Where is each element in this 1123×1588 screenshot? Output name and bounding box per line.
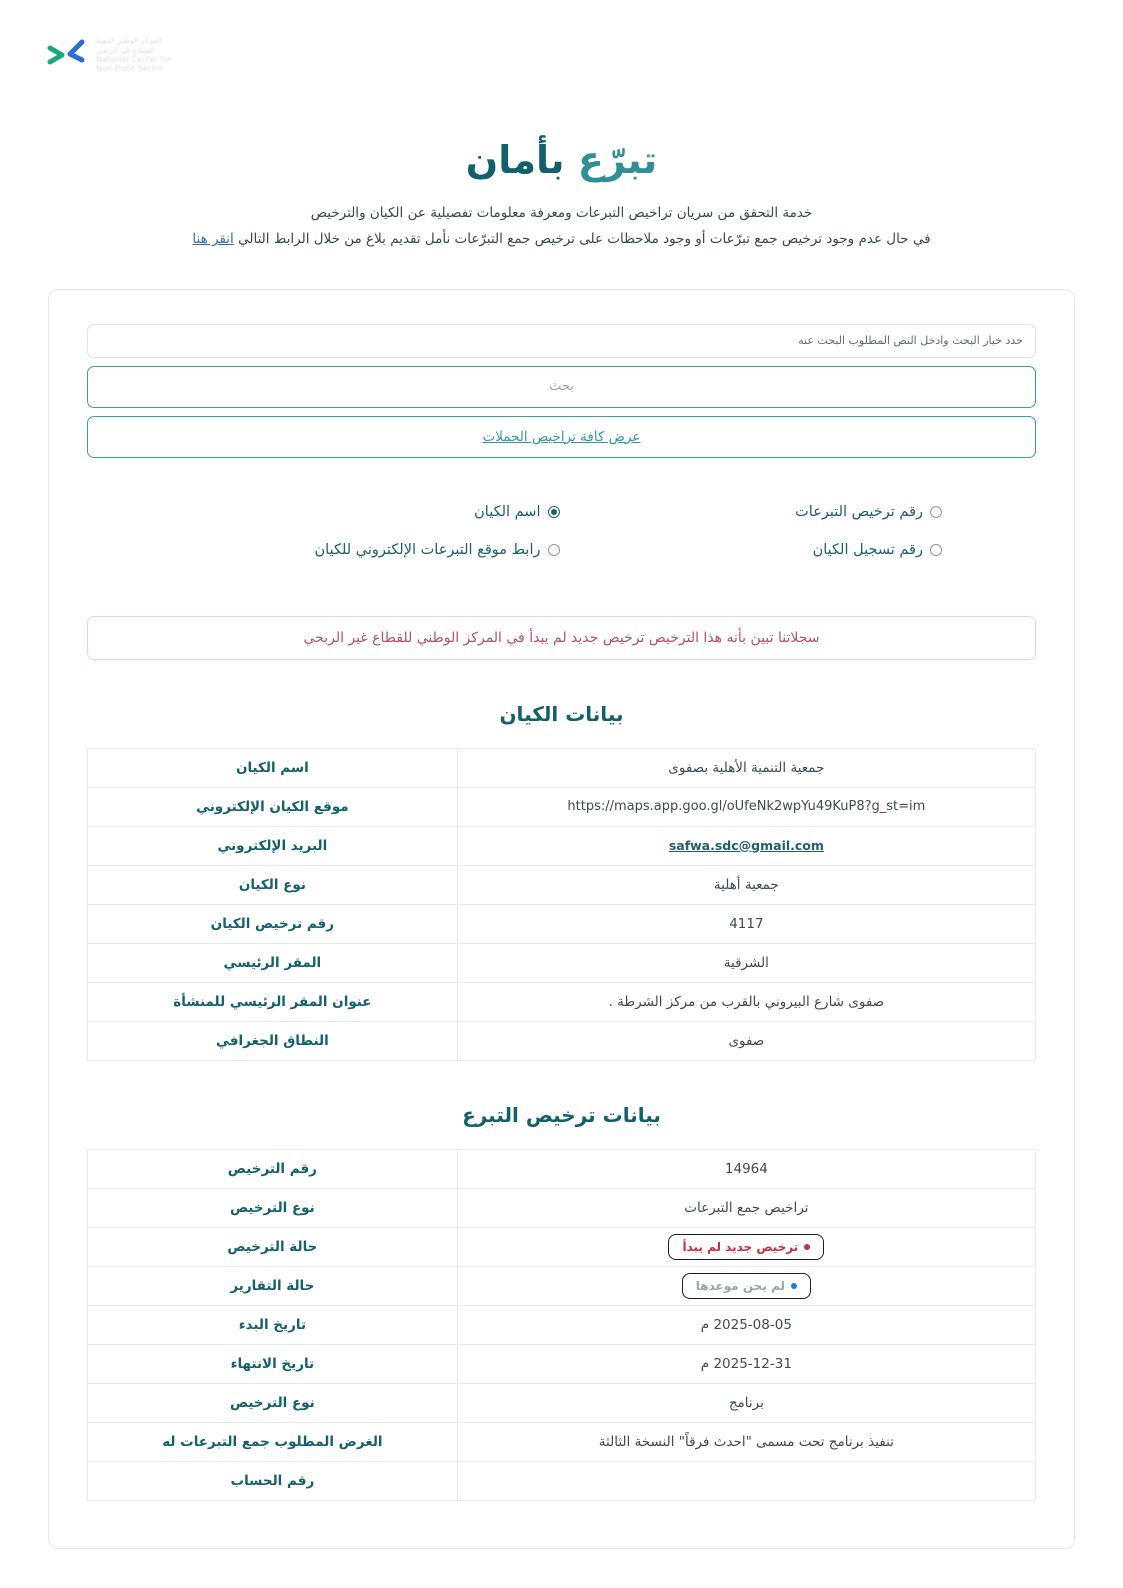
hero-subtitle-line2: في حال عدم وجود ترخيص جمع تبرّعات أو وجود ملاحظات على ترخيص جمع التبرّعات نأمل تقديم بلاغ من خلال الرابط التالي (238, 231, 931, 248)
entity-website-label: موقع الكيان الإلكتروني (88, 787, 458, 826)
radio-icon-entity-registration-number[interactable] (930, 544, 942, 556)
radio-label-entity-name: اسم الكيان (474, 503, 541, 520)
status-badge (668, 1234, 824, 1260)
entity-geographic-scope-label: النطاق الجغرافي (88, 1021, 458, 1060)
page-title (0, 138, 1123, 182)
entity-type-value: جمعية أهلية (457, 865, 1035, 904)
start-date-label: تاريخ البدء (88, 1305, 458, 1344)
entity-section-title: بيانات الكيان (499, 701, 624, 726)
reports-status-label: حالة التقارير (88, 1266, 458, 1305)
entity-license-number-value: 4117 (457, 904, 1035, 943)
license-status-cell (457, 1227, 1035, 1266)
radio-icon-entity-name[interactable] (548, 506, 560, 518)
license-kind-value: برنامج (457, 1383, 1035, 1422)
table-row (88, 982, 1036, 1021)
entity-license-number-label: رقم ترخيص الكيان (88, 904, 458, 943)
table-row (88, 1461, 1036, 1500)
start-date-value: 2025-08-05 م (457, 1305, 1035, 1344)
logo-line-2: القطاع غير الربحي (96, 45, 154, 55)
license-status-alert (87, 616, 1036, 660)
table-row (88, 1266, 1036, 1305)
license-type-value: تراخيص جمع التبرعات (457, 1188, 1035, 1227)
table-row (88, 1227, 1036, 1266)
radio-icon-donation-site-url[interactable] (548, 544, 560, 556)
page-title-light: تبرّع (577, 138, 658, 182)
logo-line-3: National Center for (96, 55, 172, 64)
entity-website-value: https://maps.app.goo.gl/oUfeNk2wpYu49KuP8?g_st=im (457, 787, 1035, 826)
radio-option-donation-site-url[interactable] (85, 542, 562, 558)
search-block (85, 324, 1038, 458)
entity-info-table (87, 748, 1036, 1061)
entity-headquarters-label: المقر الرئيسي (88, 943, 458, 982)
table-row (88, 943, 1036, 982)
logo-chevron-icon (42, 36, 88, 74)
end-date-label: تاريخ الانتهاء (88, 1344, 458, 1383)
entity-email-cell (457, 826, 1035, 865)
table-row (88, 1021, 1036, 1060)
table-row (88, 865, 1036, 904)
all-campaign-licenses-button[interactable] (87, 416, 1036, 458)
radio-option-donation-license-number[interactable] (562, 504, 1039, 520)
radio-label-entity-registration-number: رقم تسجيل الكيان (812, 541, 923, 558)
reports-status-cell (457, 1266, 1035, 1305)
entity-email-label: البريد الإلكتروني (88, 826, 458, 865)
license-kind-label: نوع الترخيص (88, 1383, 458, 1422)
license-status-label: حالة الترخيص (88, 1227, 458, 1266)
radio-option-entity-registration-number[interactable] (562, 542, 1039, 558)
license-type-label: نوع الترخيص (88, 1188, 458, 1227)
hero-subtitle (0, 200, 1123, 253)
table-row (88, 1188, 1036, 1227)
license-number-label: رقم الترخيص (88, 1149, 458, 1188)
site-logo[interactable] (42, 36, 171, 74)
table-row (88, 748, 1036, 787)
all-campaign-licenses-link[interactable]: عرض كافة تراخيص الحملات (482, 428, 641, 445)
entity-name-value: جمعية التنمية الأهلية بصفوى (457, 748, 1035, 787)
table-row (88, 826, 1036, 865)
search-option-radio-group (85, 504, 1038, 558)
table-row (88, 1344, 1036, 1383)
entity-address-label: عنوان المقر الرئيسي للمنشأة (88, 982, 458, 1021)
logo-line-1: المركز الوطني لتنمية (96, 36, 162, 46)
entity-email-link[interactable]: safwa.sdc@gmail.com (668, 837, 824, 853)
table-row (88, 904, 1036, 943)
report-link[interactable]: انقر هنا (192, 231, 234, 248)
main-card (48, 289, 1075, 1549)
reports-status-dot-icon (791, 1283, 797, 1289)
entity-address-value: صفوى شارع البيروني بالقرب من مركز الشرطة . (457, 982, 1035, 1021)
entity-type-label: نوع الكيان (88, 865, 458, 904)
status-badge-label: ترخيص جديد لم يبدأ (682, 1239, 799, 1254)
account-number-value (457, 1461, 1035, 1500)
table-row (88, 1422, 1036, 1461)
radio-icon-donation-license-number[interactable] (930, 506, 942, 518)
radio-label-donation-license-number: رقم ترخيص التبرعات (795, 503, 923, 520)
reports-status-badge (682, 1273, 811, 1299)
entity-name-label: اسم الكيان (88, 748, 458, 787)
table-row (88, 1305, 1036, 1344)
logo-wordmark (96, 36, 171, 74)
hero-subtitle-line1: خدمة التحقق من سريان تراخيص التبرعات ومعرفة معلومات تفصيلية عن الكيان والترخيص (310, 205, 813, 221)
radio-option-entity-name[interactable] (85, 504, 562, 520)
donation-purpose-value: تنفيذ برنامج تحت مسمى "احدث فرقاً" النسخة الثالثة (457, 1422, 1035, 1461)
end-date-value: 2025-12-31 م (457, 1344, 1035, 1383)
license-info-table (87, 1149, 1036, 1501)
logo-line-4: Non-Profit Sector (96, 64, 164, 74)
alert-message: سجلاتنا تبين بأنه هذا الترخيص ترخيص جديد لم يبدأ في المركز الوطني للقطاع غير الربحي (303, 629, 820, 646)
table-row (88, 787, 1036, 826)
donation-purpose-label: الغرض المطلوب جمع التبرعات له (88, 1422, 458, 1461)
search-button[interactable]: بحث (87, 366, 1036, 408)
page-header (0, 0, 1123, 110)
hero-section (0, 110, 1123, 253)
table-row (88, 1383, 1036, 1422)
page-title-bold: بأمان (465, 138, 565, 182)
entity-geographic-scope-value: صفوى (457, 1021, 1035, 1060)
search-input[interactable] (87, 324, 1036, 358)
account-number-label: رقم الحساب (88, 1461, 458, 1500)
status-dot-icon (804, 1244, 810, 1250)
license-number-value: 14964 (457, 1149, 1035, 1188)
table-row (88, 1149, 1036, 1188)
radio-label-donation-site-url: رابط موقع التبرعات الإلكتروني للكيان (314, 541, 541, 558)
entity-headquarters-value: الشرقية (457, 943, 1035, 982)
reports-status-badge-label: لم يحن موعدها (695, 1278, 785, 1293)
license-section-title: بيانات ترخيص التبرع (462, 1102, 661, 1127)
